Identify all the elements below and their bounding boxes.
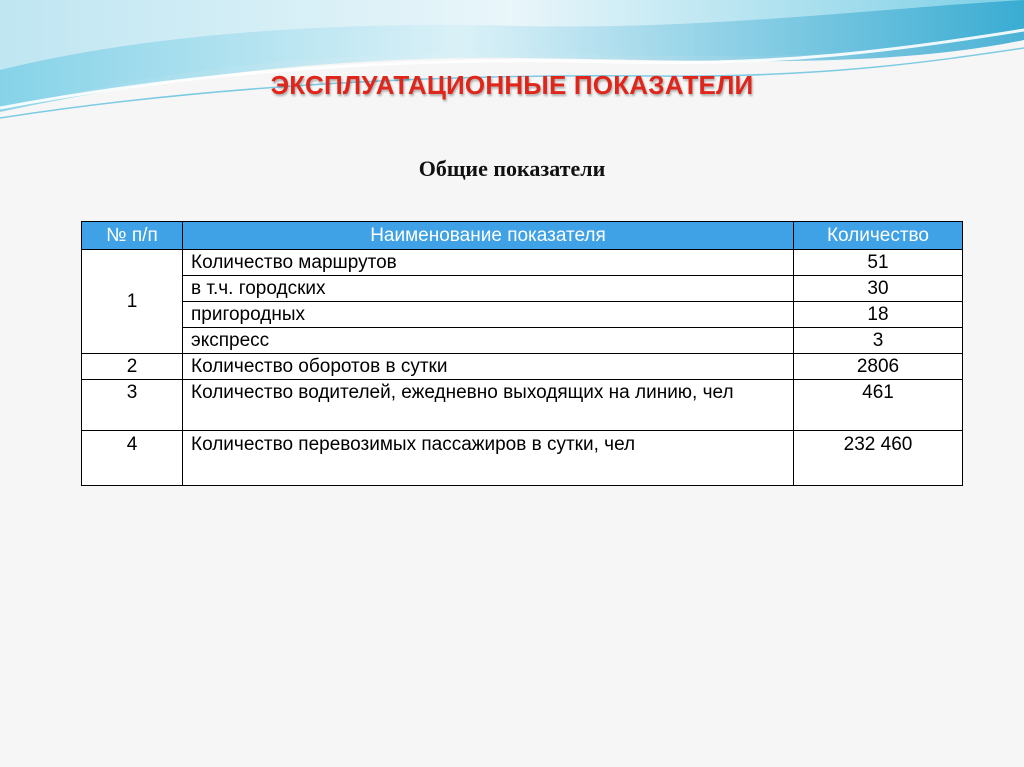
indicator-quantity: 232 460 — [794, 431, 963, 486]
row-number: 2 — [82, 354, 183, 380]
indicator-name: экспресс — [183, 328, 794, 354]
table-row — [82, 250, 963, 276]
indicator-name: Количество перевозимых пассажиров в сутки, чел — [183, 431, 794, 486]
indicator-name: Количество маршрутов — [183, 250, 794, 276]
header-number: № п/п — [82, 222, 183, 250]
indicators-table — [81, 221, 963, 486]
row-number: 4 — [82, 431, 183, 486]
table-row — [82, 380, 963, 431]
header-indicator-name: Наименование показателя — [183, 222, 794, 250]
row-number: 3 — [82, 380, 183, 431]
table-row — [82, 276, 963, 302]
indicator-quantity: 51 — [794, 250, 963, 276]
indicator-quantity: 461 — [794, 380, 963, 431]
indicator-quantity: 3 — [794, 328, 963, 354]
table-header-row — [82, 222, 963, 250]
indicator-name: Количество оборотов в сутки — [183, 354, 794, 380]
header-quantity: Количество — [794, 222, 963, 250]
indicator-name: Количество водителей, ежедневно выходящих на линию, чел — [183, 380, 794, 431]
indicator-quantity: 30 — [794, 276, 963, 302]
slide-title: ЭКСПЛУАТАЦИОННЫЕ ПОКАЗАТЕЛИ — [270, 70, 754, 100]
table-row — [82, 302, 963, 328]
indicator-quantity: 18 — [794, 302, 963, 328]
table-row — [82, 431, 963, 486]
indicator-quantity: 2806 — [794, 354, 963, 380]
row-number: 1 — [82, 250, 183, 354]
section-heading: Общие показатели — [418, 156, 606, 181]
indicator-name: в т.ч. городских — [183, 276, 794, 302]
table-row — [82, 328, 963, 354]
table-row — [82, 354, 963, 380]
indicator-name: пригородных — [183, 302, 794, 328]
